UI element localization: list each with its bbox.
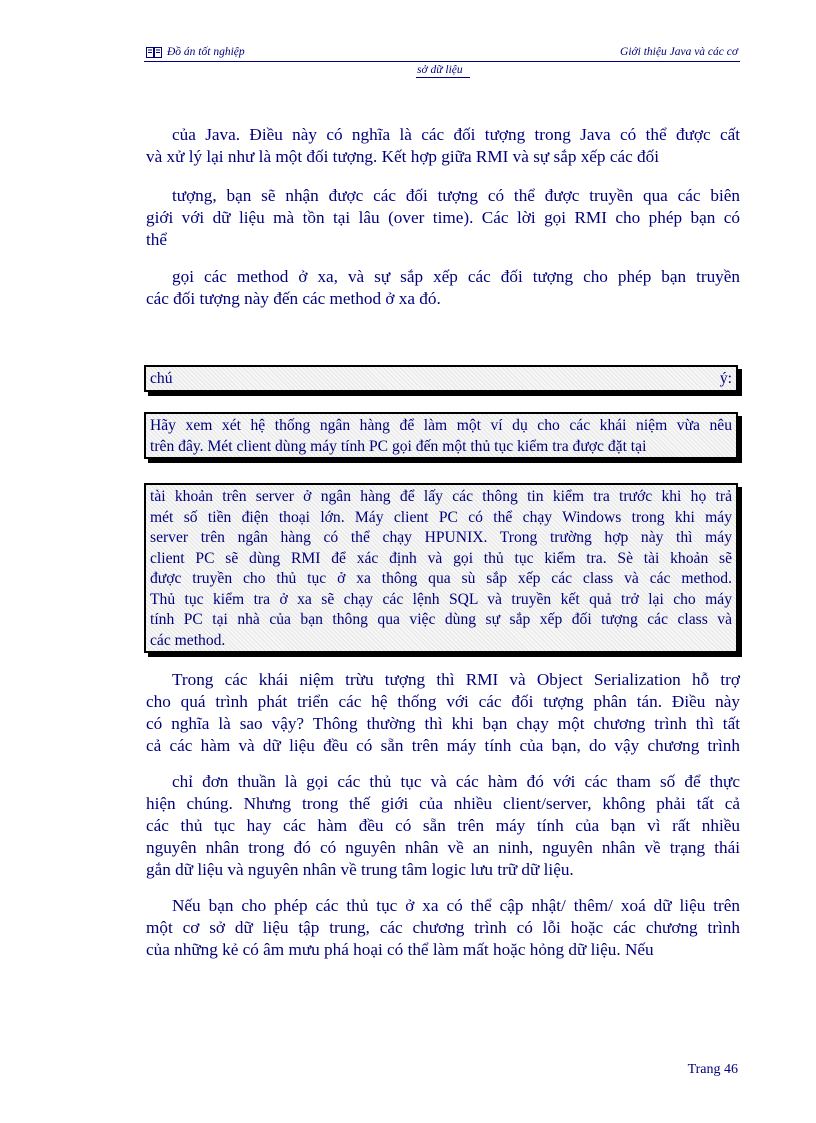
text-line: Trong các khái niệm trừu tượng thì RMI và Object Serialization hỗ trợ (172, 670, 740, 689)
paragraph-4 (146, 669, 740, 757)
header-rule-short (416, 77, 470, 78)
note-line: các method. (150, 631, 226, 649)
note-label-left: chú (150, 370, 173, 387)
note-line: tính PC tại nhà của bạn thông qua việc dùng sự sắp xếp đối tượng các class và (150, 611, 732, 628)
text-line: thể (146, 230, 167, 249)
note-box-1 (144, 412, 738, 459)
page-number: Trang 46 (687, 1062, 738, 1077)
text-line: cả các hàm và dữ liệu đều có sẵn trên máy tính của bạn, do vậy chương trình (146, 736, 740, 755)
text-line: một cơ sở dữ liệu tập trung, các chương trình có lỗi hoặc các chương trình (146, 918, 740, 937)
text-line: gọi các method ở xa, và sự sắp xếp các đối tượng cho phép bạn truyền (172, 267, 740, 286)
text-line: chỉ đơn thuần là gọi các thủ tục và các hàm đó với các tham số để thực (172, 772, 740, 791)
paragraph-1 (146, 124, 740, 168)
running-header-left (146, 46, 245, 58)
note-line: được truyền cho thủ tục ở xa thông qua sù sắp xếp các class và các method. (150, 570, 732, 587)
text-line: gắn dữ liệu và nguyên nhân về trung tâm logic lưu trữ dữ liệu. (146, 860, 574, 879)
note-label-right: ý: (719, 370, 732, 387)
paragraph-6 (146, 895, 740, 961)
text-line: các đối tượng này đến các method ở xa đó. (146, 289, 441, 308)
note-line: server trên ngân hàng có thể chạy HPUNIX. Trong trường hợp này thì máy (150, 529, 732, 546)
text-line: và xử lý lại như là một đối tượng. Kết hợp giữa RMI và sự sắp xếp các đối (146, 147, 659, 166)
text-line: của Java. Điều này có nghĩa là các đối tượng trong Java có thể được cất (172, 125, 740, 144)
note-line: client PC sẽ dùng RMI để xác định và gọi thủ tục kiểm tra. Sè tài khoản sẽ (150, 549, 732, 567)
text-line: nguyên nhân trong đó có nguyên nhân về an ninh, nguyên nhân về trạng thái (146, 838, 740, 857)
header-section-title-cont: sở dữ liệu (417, 64, 463, 76)
paragraph-3 (146, 266, 740, 310)
text-line: có nghĩa là sao vậy? Thông thường thì khi bạn chạy một chương trình thì tất (146, 714, 740, 733)
paragraph-2 (146, 185, 740, 251)
note-line: mét số tiền điện thoại lớn. Máy client PC có thể chạy Windows trong khi máy (150, 508, 732, 526)
text-line: cho quá trình phát triển các hệ thống với các đối tượng phân tán. Điều này (146, 692, 740, 711)
note-label-box (144, 365, 738, 392)
text-line: hiện chúng. Nhưng trong thế giới của nhiều client/server, không phải tất cả (146, 794, 740, 813)
note-line: Hãy xem xét hệ thống ngân hàng để làm một ví dụ cho các khái niệm vừa nêu (150, 417, 732, 434)
header-section-title: Giới thiệu Java và các cơ (620, 46, 738, 58)
text-line: tượng, bạn sẽ nhận được các đối tượng có thể được truyền qua các biên (172, 186, 740, 205)
paragraph-5 (146, 771, 740, 881)
header-rule (144, 61, 740, 62)
text-line: giới với dữ liệu mà tồn tại lâu (over time). Các lời gọi RMI cho phép bạn có (146, 208, 740, 227)
note-line: tài khoản trên server ở ngân hàng để lấy các thông tin kiểm tra trước khi họ trả (150, 488, 732, 505)
book-icon (146, 47, 162, 58)
text-line: của những kẻ có âm mưu phá hoại có thể làm mất hoặc hỏng dữ liệu. Nếu (146, 940, 654, 959)
note-line: Thủ tục kiểm tra ở xa sẽ chạy các lệnh SQL và truyền kết quả trở lại cho máy (150, 590, 732, 608)
text-line: Nếu bạn cho phép các thủ tục ở xa có thể cập nhật/ thêm/ xoá dữ liệu trên (172, 896, 740, 915)
note-line: trên đây. Mét client dùng máy tính PC gọi đến một thủ tục kiểm tra được đặt tại (150, 437, 647, 455)
text-line: các thủ tục hay các hàm đều có sẵn trên máy tính của bạn vì rất nhiều (146, 816, 740, 835)
note-box-2 (144, 483, 738, 653)
header-title: Đồ án tốt nghiệp (167, 46, 245, 58)
